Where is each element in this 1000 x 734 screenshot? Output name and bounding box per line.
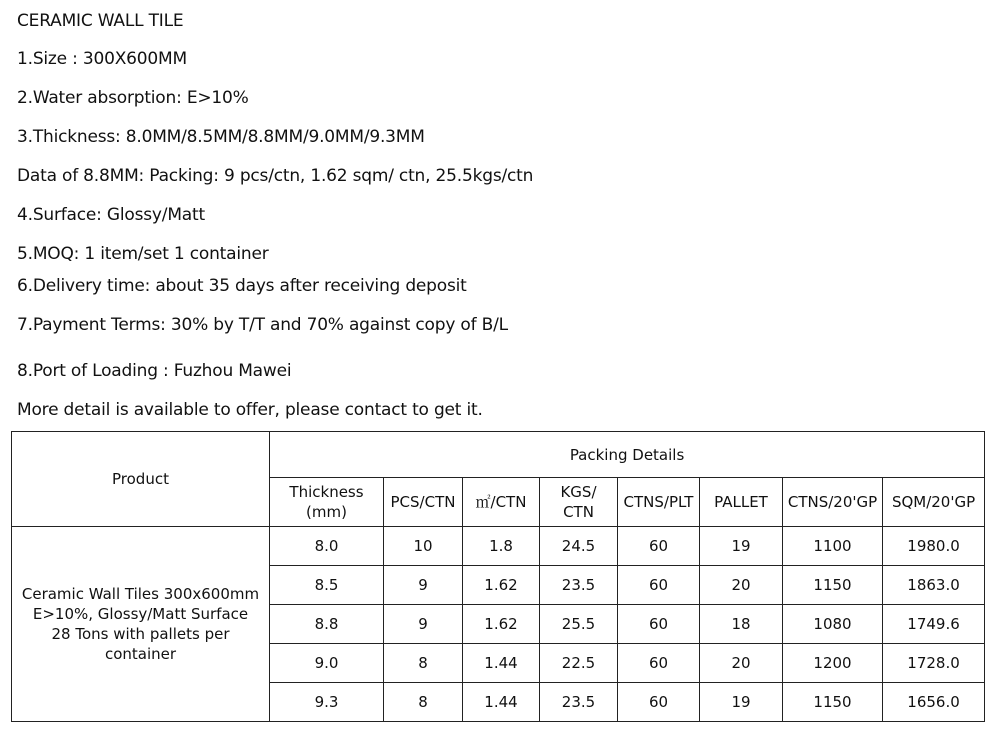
ctns-20gp-header: CTNS/20'GP xyxy=(783,478,883,527)
cell-pallet: 19 xyxy=(700,683,783,722)
cell-pcs: 9 xyxy=(384,566,463,605)
cell-kgs: 23.5 xyxy=(540,683,618,722)
cell-sqm: 1.62 xyxy=(463,605,540,644)
cell-ctns-plt: 60 xyxy=(618,566,700,605)
cell-pallet: 20 xyxy=(700,566,783,605)
cell-kgs: 24.5 xyxy=(540,527,618,566)
cell-ctns-plt: 60 xyxy=(618,644,700,683)
cell-sqm: 1.44 xyxy=(463,683,540,722)
spec-moq: 5.MOQ: 1 item/set 1 container xyxy=(17,244,269,264)
cell-kgs: 22.5 xyxy=(540,644,618,683)
thickness-header-unit: (mm) xyxy=(306,503,347,522)
thickness-header-label: Thickness xyxy=(289,482,364,501)
sqm-ctn-header: ㎡/CTN xyxy=(463,478,540,527)
cell-ctns-20gp: 1200 xyxy=(783,644,883,683)
spec-port-of-loading: 8.Port of Loading : Fuzhou Mawei xyxy=(17,361,292,381)
spec-surface: 4.Surface: Glossy/Matt xyxy=(17,205,205,225)
product-header: Product xyxy=(12,432,270,527)
cell-thickness: 8.0 xyxy=(270,527,384,566)
cell-pcs: 10 xyxy=(384,527,463,566)
cell-sqm: 1.44 xyxy=(463,644,540,683)
cell-thickness: 9.3 xyxy=(270,683,384,722)
cell-kgs: 25.5 xyxy=(540,605,618,644)
cell-sqm-20gp: 1863.0 xyxy=(883,566,985,605)
sqm-20gp-header: SQM/20'GP xyxy=(883,478,985,527)
cell-sqm-20gp: 1728.0 xyxy=(883,644,985,683)
cell-thickness: 9.0 xyxy=(270,644,384,683)
cell-ctns-plt: 60 xyxy=(618,683,700,722)
pcs-ctn-header: PCS/CTN xyxy=(384,478,463,527)
contact-note: More detail is available to offer, please contact to get it. xyxy=(17,400,483,420)
spec-payment-terms: 7.Payment Terms: 30% by T/T and 70% against copy of B/L xyxy=(17,315,508,335)
cell-ctns-plt: 60 xyxy=(618,605,700,644)
product-desc-line: E>10%, Glossy/Matt Surface xyxy=(32,604,249,623)
cell-sqm: 1.62 xyxy=(463,566,540,605)
doc-title: CERAMIC WALL TILE xyxy=(17,11,184,31)
cell-thickness: 8.8 xyxy=(270,605,384,644)
ctns-plt-header: CTNS/PLT xyxy=(618,478,700,527)
spec-thickness: 3.Thickness: 8.0MM/8.5MM/8.8MM/9.0MM/9.3MM xyxy=(17,127,425,147)
cell-ctns-plt: 60 xyxy=(618,527,700,566)
cell-ctns-20gp: 1150 xyxy=(783,566,883,605)
kgs-ctn-header xyxy=(540,478,618,527)
cell-kgs: 23.5 xyxy=(540,566,618,605)
cell-ctns-20gp: 1100 xyxy=(783,527,883,566)
product-description xyxy=(12,527,270,722)
cell-sqm-20gp: 1749.6 xyxy=(883,605,985,644)
cell-pcs: 8 xyxy=(384,644,463,683)
packing-details-header: Packing Details xyxy=(270,432,985,478)
cell-pallet: 20 xyxy=(700,644,783,683)
product-desc-line: container xyxy=(104,645,177,664)
cell-sqm-20gp: 1656.0 xyxy=(883,683,985,722)
spec-water-absorption: 2.Water absorption: E>10% xyxy=(17,88,249,108)
cell-sqm-20gp: 1980.0 xyxy=(883,527,985,566)
product-desc-line: Ceramic Wall Tiles 300x600mm xyxy=(21,584,260,603)
kgs-header-label: KGS/ xyxy=(560,482,597,501)
product-desc-line: 28 Tons with pallets per xyxy=(51,625,230,643)
cell-pcs: 9 xyxy=(384,605,463,644)
pallet-header: PALLET xyxy=(700,478,783,527)
cell-sqm: 1.8 xyxy=(463,527,540,566)
cell-pallet: 18 xyxy=(700,605,783,644)
spec-delivery-time: 6.Delivery time: about 35 days after receiving deposit xyxy=(17,276,467,296)
packing-table xyxy=(11,431,985,722)
table-row xyxy=(12,527,985,566)
cell-ctns-20gp: 1150 xyxy=(783,683,883,722)
cell-thickness: 8.5 xyxy=(270,566,384,605)
kgs-header-unit: CTN xyxy=(563,503,594,522)
cell-pcs: 8 xyxy=(384,683,463,722)
cell-pallet: 19 xyxy=(700,527,783,566)
cell-ctns-20gp: 1080 xyxy=(783,605,883,644)
spec-packing-data: Data of 8.8MM: Packing: 9 pcs/ctn, 1.62 sqm/ ctn, 25.5kgs/ctn xyxy=(17,166,534,186)
spec-size: 1.Size : 300X600MM xyxy=(17,49,187,69)
thickness-header xyxy=(270,478,384,527)
